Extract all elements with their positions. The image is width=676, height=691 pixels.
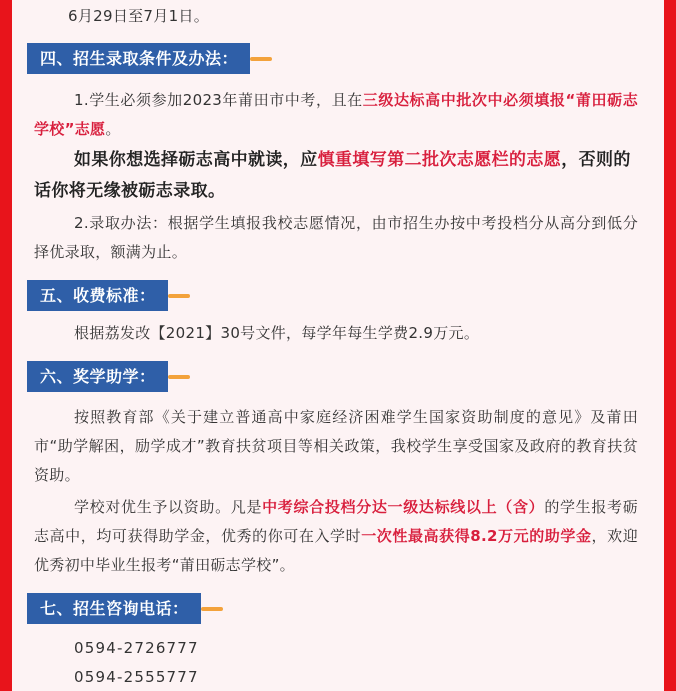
s4-p1-end: 。 <box>105 120 121 138</box>
section-5-heading-text: 五、收费标准： <box>40 286 156 305</box>
section-6-heading-text: 六、奖学助学： <box>40 367 156 386</box>
section-6-paragraph-1: 按照教育部《关于建立普通高中家庭经济困难学生国家资助制度的意见》及莆田市“助学解困，励学成才”教育扶贫项目等相关政策，我校学生享受国家及政府的教育扶贫资助。 <box>34 408 638 484</box>
s4-p1-highlight: 三级达标高中批次中必须填报“莆田砺志学校”志愿 <box>34 91 638 138</box>
heading-accent-icon <box>168 294 190 298</box>
section-4-paragraph-1 <box>34 86 638 144</box>
heading-accent-icon <box>250 57 272 61</box>
s4-bold-text: 如果你想选择砺志高中就读，应 <box>74 150 318 170</box>
s4-bold-text-end: ，否则的话你将无缘被砺志录取。 <box>34 150 631 201</box>
phone-number[interactable]: 0594-2555777 <box>74 668 199 686</box>
top-line: 6月29日至7月1日。 <box>68 7 210 25</box>
section-5-paragraph-1: 根据荔发改【2021】30号文件，每学年每生学费2.9万元。 <box>74 324 480 342</box>
section-7-heading <box>27 593 201 624</box>
article-page <box>12 0 664 691</box>
s6-p2-highlight-2: 一次性最高获得8.2万元的助学金 <box>361 527 592 545</box>
s6-p2-text: 学校对优生予以资助。凡是 <box>74 498 263 516</box>
s4-bold-highlight: 慎重填写第二批次志愿栏的志愿 <box>317 150 562 170</box>
s6-p2-text-end: ，欢迎优秀初中毕业生报考“莆田砺志学校”。 <box>34 527 638 574</box>
phone-number[interactable]: 0594-2726777 <box>74 639 199 657</box>
heading-accent-icon <box>201 607 223 611</box>
s6-p2-highlight-1: 中考综合投档分达一级达标线以上（含） <box>262 498 545 516</box>
section-5-heading <box>27 280 168 311</box>
section-7-heading-text: 七、招生咨询电话： <box>40 599 189 618</box>
section-6-paragraph-2 <box>34 493 638 580</box>
s6-p2-text-mid: 的学生报考砺志高中，均可获得助学金，优秀的你可在入学时 <box>34 498 638 545</box>
heading-accent-icon <box>168 375 190 379</box>
s4-p1-text: 1.学生必须参加2023年莆田市中考，且在 <box>74 91 363 109</box>
section-4-heading-text: 四、招生录取条件及办法： <box>40 49 239 68</box>
section-4-heading <box>27 43 250 74</box>
section-4-bold-notice <box>34 145 638 207</box>
section-6-heading <box>27 361 168 392</box>
section-4-paragraph-2: 2.录取办法：根据学生填报我校志愿情况，由市招生办按中考投档分从高分到低分择优录取，额满为止。 <box>34 214 638 261</box>
